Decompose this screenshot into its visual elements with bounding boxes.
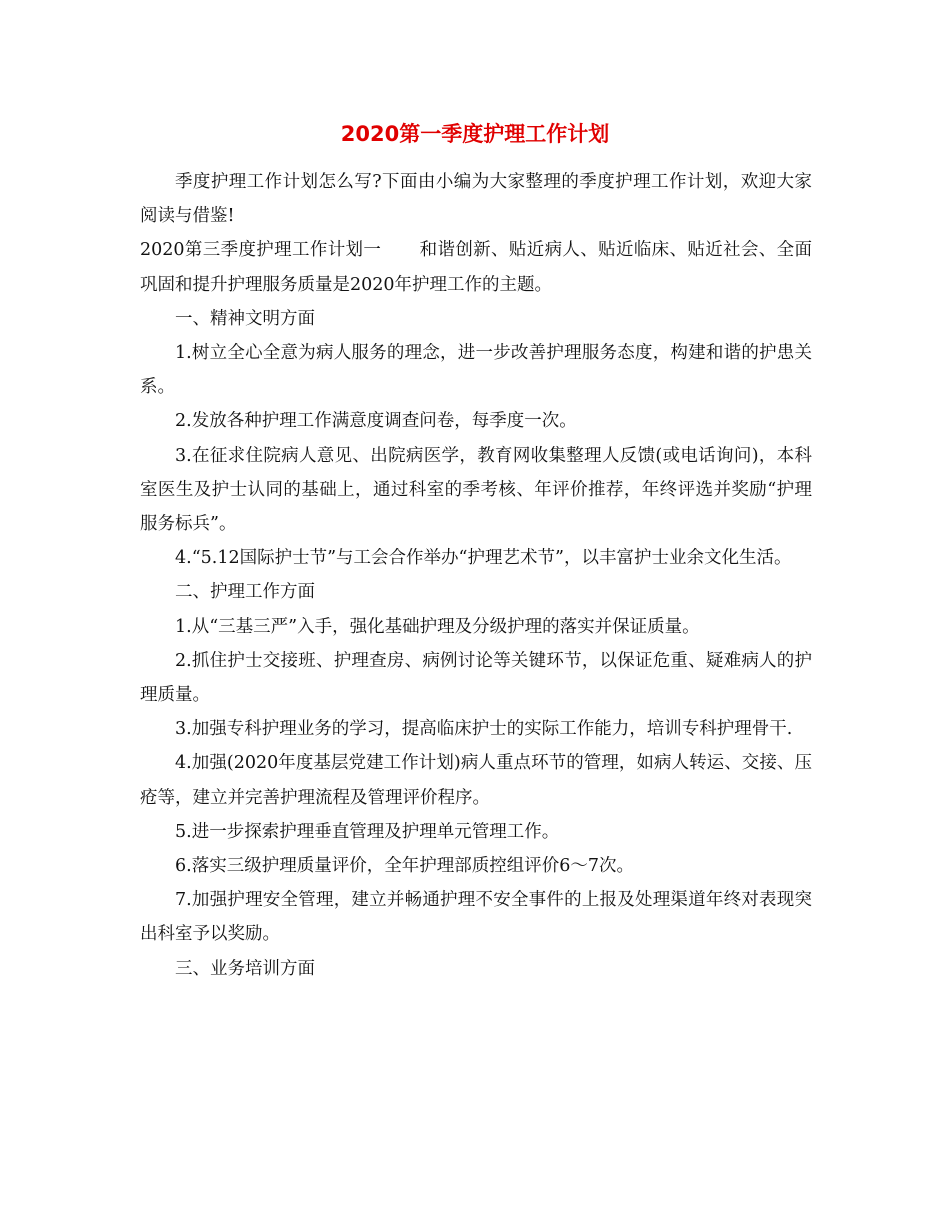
list-item: 1.从“三基三严”入手，强化基础护理及分级护理的落实并保证质量。 (175, 616, 700, 637)
list-item: 3.在征求住院病人意见、出院病医学，教育网收集整理人反馈(或电话询问)，本科室医生及护士认同的基础上，通过科室的季考核、年评价推荐，年终评选并奖励“护理服务标兵”。 (140, 445, 812, 535)
plan-label: 2020第三季度护理工作计划一 (140, 240, 382, 261)
list-item: 2.发放各种护理工作满意度调查问卷，每季度一次。 (175, 411, 577, 432)
plan-paragraph (140, 233, 812, 301)
document-body (140, 165, 812, 986)
list-item: 4.“5.12国际护士节”与工会合作举办“护理艺术节”，以丰富护士业余文化生活。 (175, 548, 792, 569)
list-item: 6.落实三级护理质量评价，全年护理部质控组评价6～7次。 (175, 856, 634, 877)
list-item: 5.进一步探索护理垂直管理及护理单元管理工作。 (175, 821, 560, 842)
document-title: 2020第一季度护理工作计划 (340, 122, 610, 146)
list-item: 3.加强专科护理业务的学习，提高临床护士的实际工作能力，培训专科护理骨干. (175, 719, 793, 740)
section-heading-2: 二、护理工作方面 (175, 582, 315, 603)
section-heading-1: 一、精神文明方面 (175, 308, 315, 329)
list-item: 2.抓住护士交接班、护理查房、病例讨论等关键环节，以保证危重、疑难病人的护理质量。 (140, 650, 812, 706)
list-item: 4.加强(2020年度基层党建工作计划)病人重点环节的管理，如病人转运、交接、压疮等，建立并完善护理流程及管理评价程序。 (140, 753, 812, 808)
list-item: 7.加强护理安全管理，建立并畅通护理不安全事件的上报及处理渠道年终对表现突出科室予以奖励。 (140, 890, 812, 945)
plan-text: 和谐创新、贴近病人、贴近临床、贴近社会、全面巩固和提升护理服务质量是2020年护理工作的主题。 (140, 240, 812, 295)
section-heading-3: 三、业务培训方面 (175, 958, 315, 979)
intro-paragraph: 季度护理工作计划怎么写?下面由小编为大家整理的季度护理工作计划，欢迎大家阅读与借鉴! (140, 172, 812, 227)
list-item: 1.树立全心全意为病人服务的理念，进一步改善护理服务态度，构建和谐的护患关系。 (140, 343, 812, 398)
